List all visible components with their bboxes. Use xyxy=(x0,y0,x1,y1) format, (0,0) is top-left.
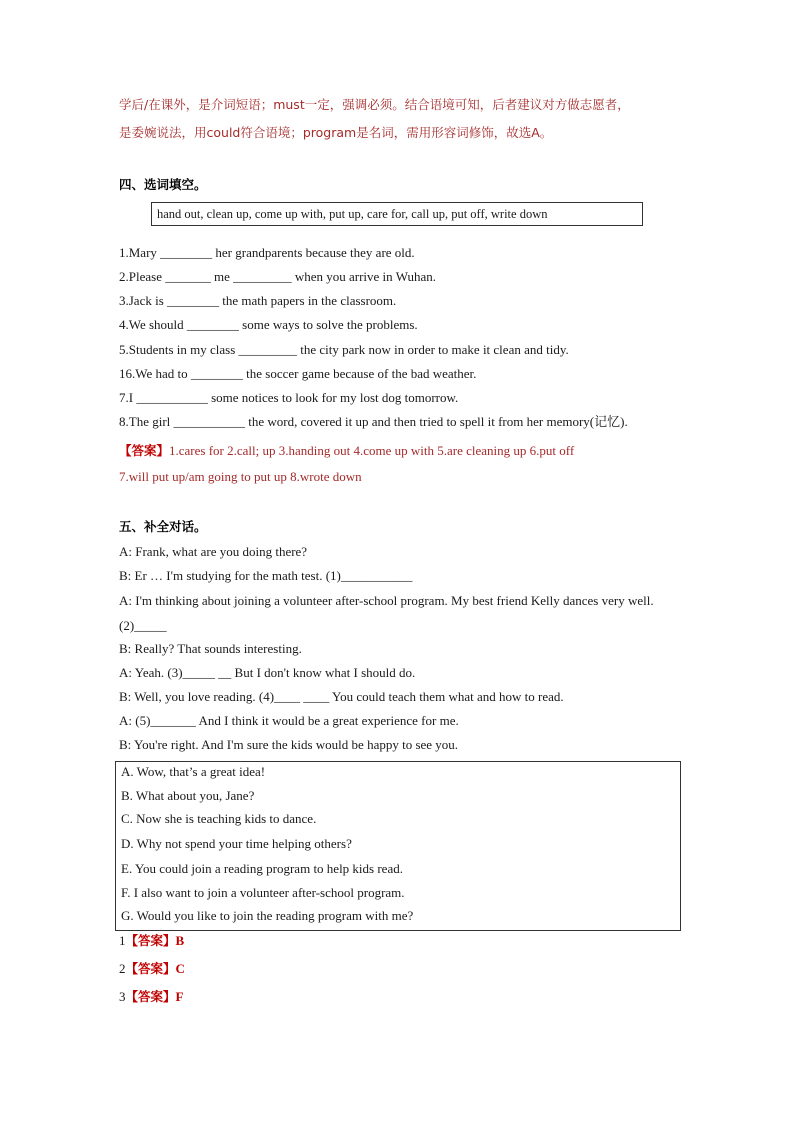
option-b: B. What about you, Jane? xyxy=(121,788,255,803)
option-g: G. Would you like to join the reading program with me? xyxy=(121,908,414,923)
answer-label: 【答案】 xyxy=(125,933,176,948)
question-1: 1.Mary ________ her grandparents because they are old. xyxy=(119,245,415,260)
answer-letter: F xyxy=(175,989,184,1004)
section-4-answer-line-1 xyxy=(119,443,574,459)
option-d: D. Why not spend your time helping others? xyxy=(121,836,352,851)
option-e: E. You could join a reading program to help kids read. xyxy=(121,861,403,876)
explanation-line-2: 是委婉说法，用could符合语境；program是名词，需用形容词修饰，故选A。 xyxy=(119,125,553,140)
answer-letter: B xyxy=(175,933,185,948)
section-4-answer-line-2: 7.will put up/am going to put up 8.wrote down xyxy=(119,469,362,484)
dialogue-line: A: Yeah. (3)_____ __ But I don't know what I should do. xyxy=(119,665,416,680)
dialogue-line: A: (5)_______ And I think it would be a great experience for me. xyxy=(119,713,459,728)
section-5-heading: 五、补全对话。 xyxy=(119,519,207,534)
dialogue-line: B: Er … I'm studying for the math test. (1)___________ xyxy=(119,568,413,583)
answer-3 xyxy=(119,989,183,1005)
answer-2 xyxy=(119,961,185,977)
dialogue-line: (2)_____ xyxy=(119,618,167,633)
question-5: 5.Students in my class _________ the city park now in order to make it clean and tidy. xyxy=(119,342,569,357)
dialogue-line: B: Really? That sounds interesting. xyxy=(119,641,302,656)
answer-1 xyxy=(119,933,184,949)
question-7: 7.I ___________ some notices to look for my lost dog tomorrow. xyxy=(119,390,459,405)
dialogue-line: A: Frank, what are you doing there? xyxy=(119,544,308,559)
option-f: F. I also want to join a volunteer after-school program. xyxy=(121,885,405,900)
dialogue-line: B: You're right. And I'm sure the kids would be happy to see you. xyxy=(119,737,459,752)
answer-label: 【答案】 xyxy=(125,961,176,976)
section-4-heading: 四、选词填空。 xyxy=(119,177,207,192)
answer-number: 1 xyxy=(119,933,126,948)
answer-letter: C xyxy=(175,961,185,976)
dialogue-line: A: I'm thinking about joining a volunteer after-school program. My best friend Kelly dances very well. xyxy=(119,593,654,608)
question-3: 3.Jack is ________ the math papers in the classroom. xyxy=(119,293,397,308)
answer-label: 【答案】 xyxy=(125,989,176,1004)
answer-number: 3 xyxy=(119,989,126,1004)
options-box xyxy=(115,761,681,931)
question-4: 4.We should ________ some ways to solve the problems. xyxy=(119,317,418,332)
answer-label: 【答案】 xyxy=(119,443,170,458)
explanation-line-1: 学后/在课外，是介词短语；must一定，强调必须。结合语境可知，后者建议对方做志愿者， xyxy=(119,97,630,112)
dialogue-line: B: Well, you love reading. (4)____ ____ You could teach them what and how to read. xyxy=(119,689,564,704)
answer-text-1: 1.cares for 2.call; up 3.handing out 4.come up with 5.are cleaning up 6.put off xyxy=(169,443,575,458)
question-8: 8.The girl ___________ the word, covered it up and then tried to spell it from her memory(记忆). xyxy=(119,414,628,429)
option-a: A. Wow, that’s a great idea! xyxy=(121,764,266,779)
answer-number: 2 xyxy=(119,961,126,976)
question-6: 16.We had to ________ the soccer game because of the bad weather. xyxy=(119,366,477,381)
question-2: 2.Please _______ me _________ when you arrive in Wuhan. xyxy=(119,269,436,284)
option-c: C. Now she is teaching kids to dance. xyxy=(121,811,317,826)
word-bank-box: hand out, clean up, come up with, put up, care for, call up, put off, write down xyxy=(151,202,643,226)
